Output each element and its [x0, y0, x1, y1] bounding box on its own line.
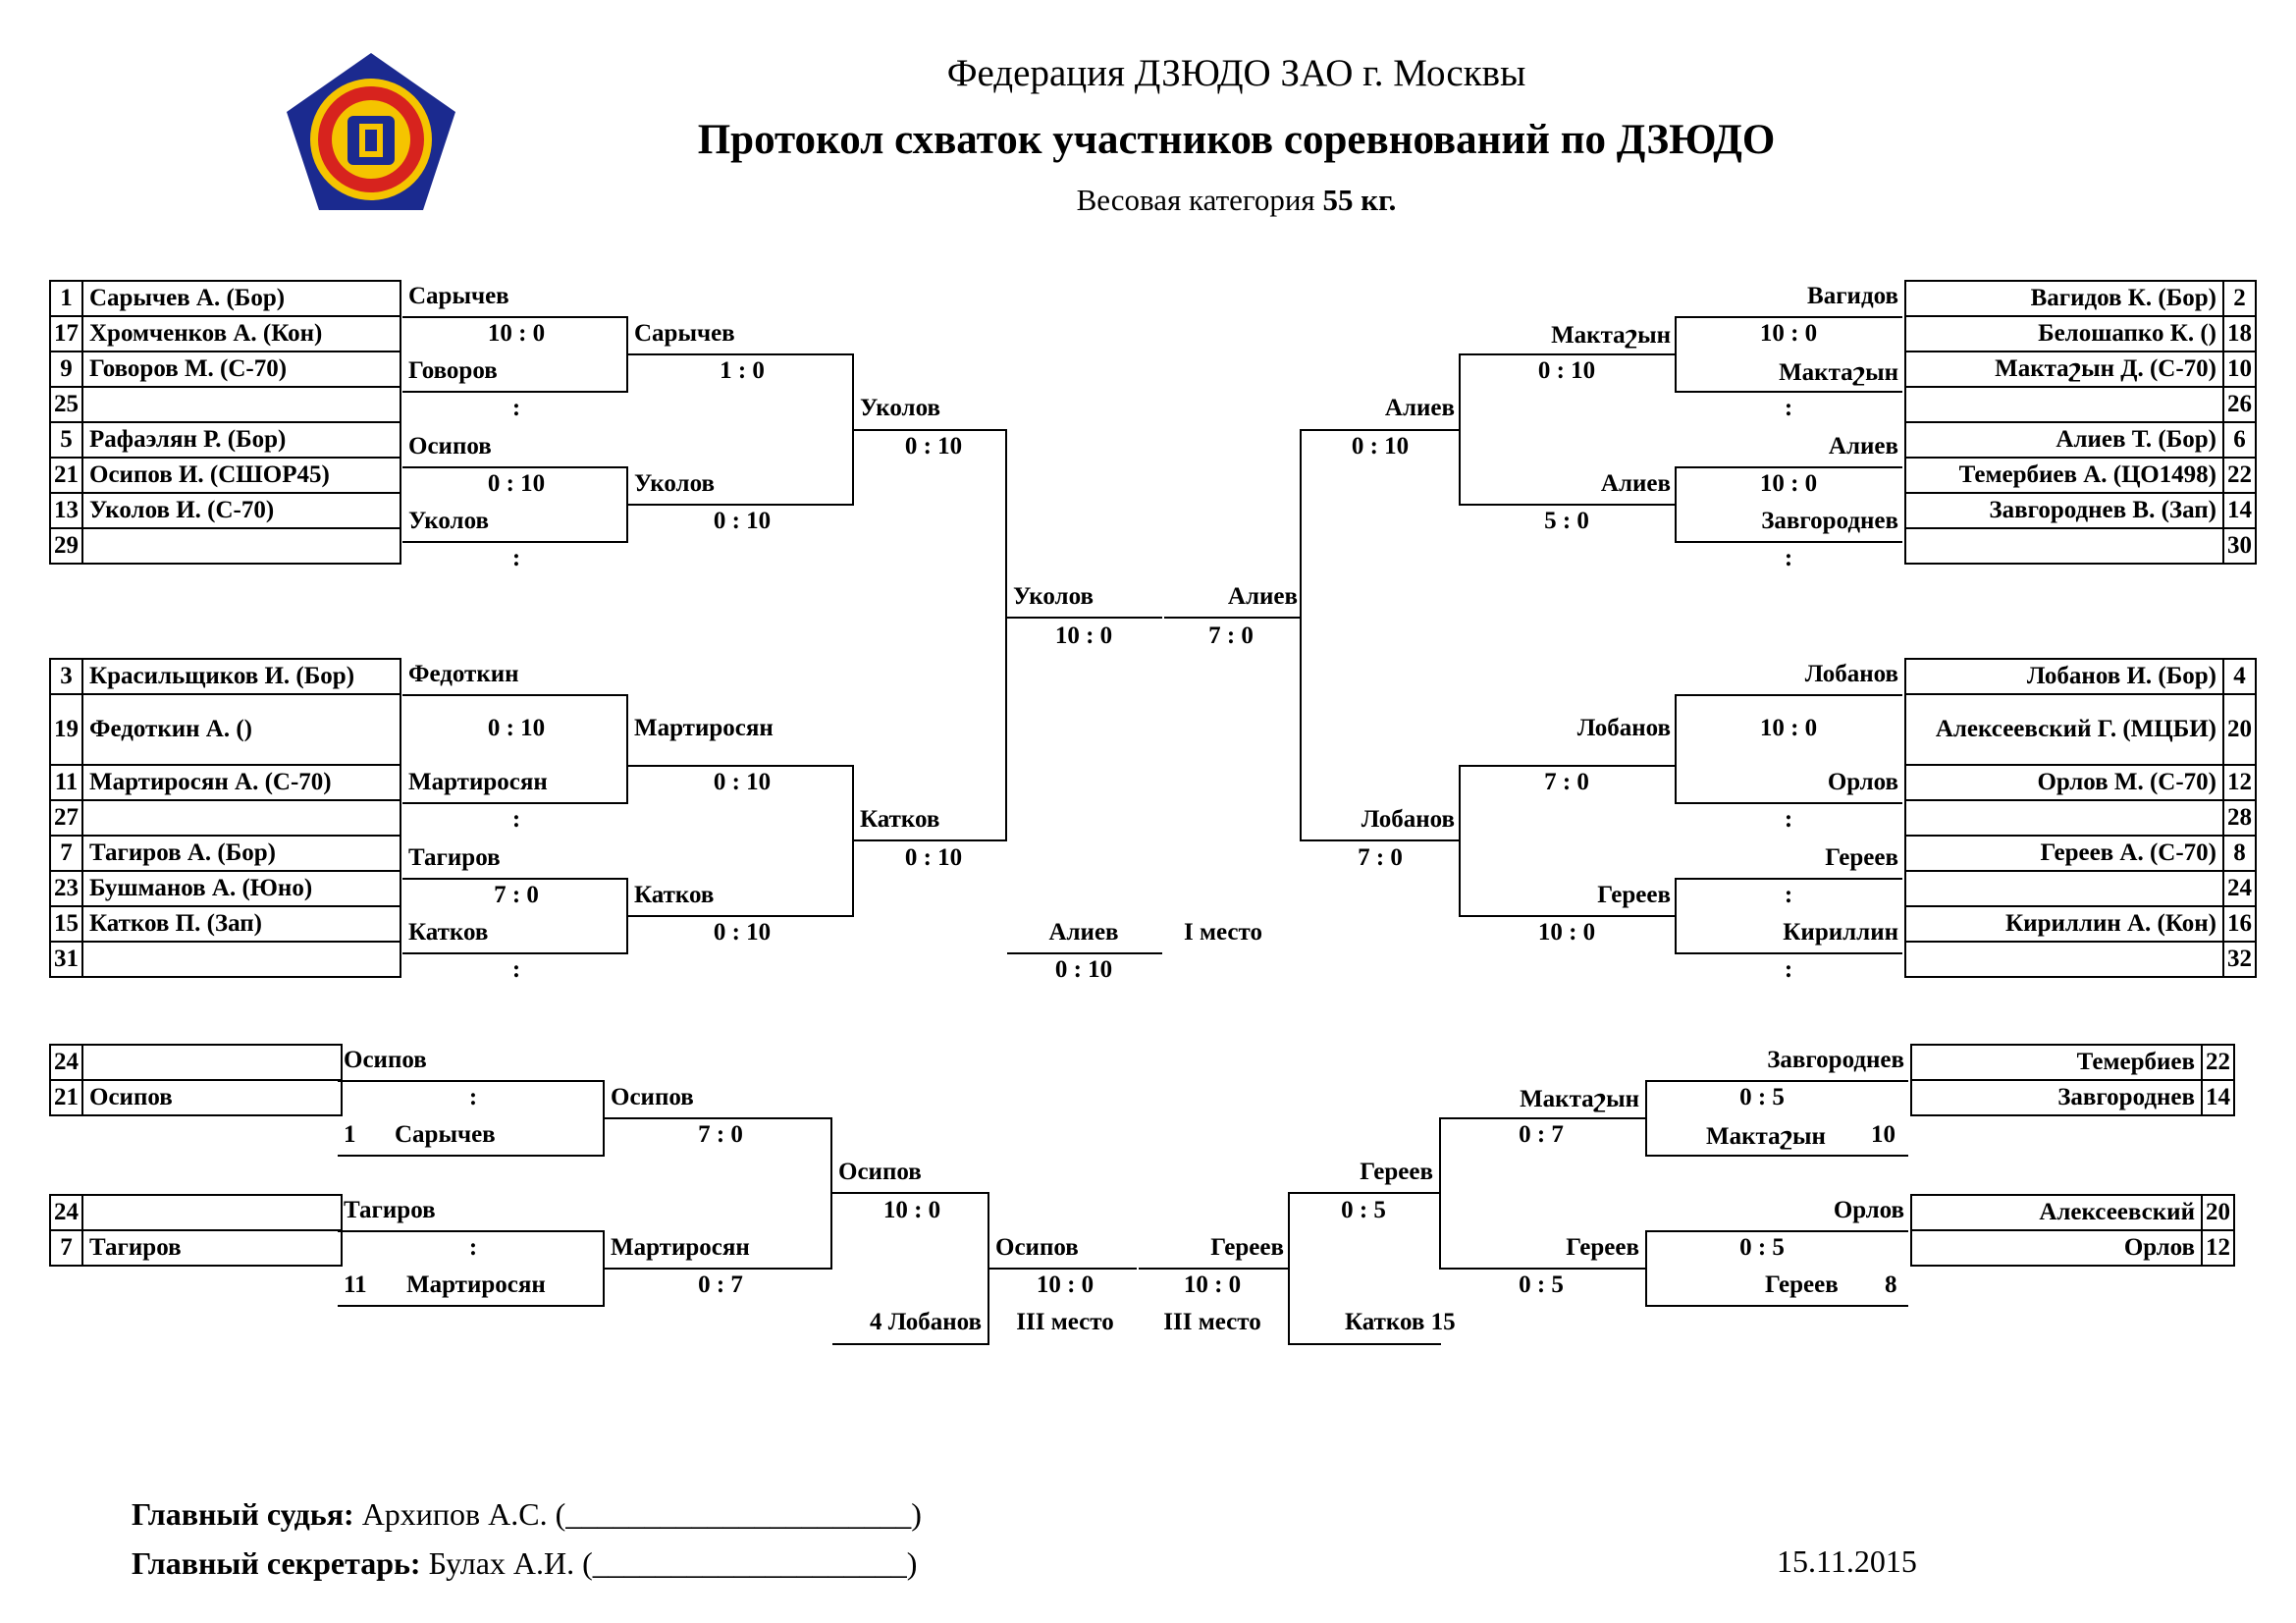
bracket-score: 10 : 0: [882, 1197, 941, 1223]
list-item: [50, 659, 400, 694]
athlete-name: Белошапко К. (): [1905, 316, 2223, 352]
bracket-score: :: [468, 1234, 478, 1261]
list-item: [50, 1195, 342, 1230]
draw-number: 4: [2223, 659, 2256, 694]
bracket-label: Алиев: [1828, 433, 1898, 460]
draw-number: 16: [2223, 906, 2256, 942]
bracket-line: [1675, 802, 1902, 804]
list-item: [1905, 352, 2256, 387]
athlete-name: Завгороднев В. (Зап): [1905, 493, 2223, 528]
list-item: [1911, 1045, 2234, 1080]
bracket-line: [1300, 839, 1459, 841]
bracket-line: [1675, 878, 1677, 954]
bracket-score: 10 : 0: [1537, 919, 1596, 946]
athlete-name: Хромченков А. (Кон): [82, 316, 400, 352]
semifinal-left-label: Уколов: [1013, 583, 1094, 610]
bracket-line: [402, 316, 628, 318]
athlete-name: Мактаշын Д. (С-70): [1905, 352, 2223, 387]
bracket-score: 10 : 0: [1759, 320, 1818, 347]
bracket-line: [402, 466, 628, 468]
bracket-score: 7 : 0: [1544, 769, 1589, 795]
athlete-name: Орлов: [1911, 1230, 2202, 1266]
draw-number: 28: [2223, 800, 2256, 836]
list-item: [50, 422, 400, 458]
athlete-name: [82, 1195, 342, 1230]
draw-number: 3: [50, 659, 82, 694]
bracket-line: [1459, 765, 1461, 917]
list-item: [1905, 871, 2256, 906]
draw-number: 24: [50, 1195, 82, 1230]
list-item: [50, 458, 400, 493]
draw-number: 13: [50, 493, 82, 528]
bracket-label: Мактаշын: [1779, 359, 1898, 386]
bracket-score: :: [1784, 806, 1793, 833]
bracket-score: 0 : 10: [713, 769, 772, 795]
athlete-name: Алиев Т. (Бор): [1905, 422, 2223, 458]
draw-number: 25: [50, 387, 82, 422]
bracket-line: [1300, 429, 1459, 431]
bracket-score: :: [511, 395, 521, 421]
list-item: [50, 694, 400, 765]
athlete-name: [82, 387, 400, 422]
list-item: [50, 942, 400, 977]
bracket-line: [338, 1080, 605, 1082]
bronze-score: 10 : 0: [1036, 1271, 1095, 1298]
bronze-winner-label: Гереев: [1210, 1234, 1284, 1261]
bracket-line: [1288, 1192, 1441, 1194]
bracket-line: [626, 694, 628, 804]
bracket-score: 0 : 10: [713, 919, 772, 946]
bracket-label: Сарычев: [634, 320, 735, 347]
chief-secretary: [132, 1545, 917, 1582]
list-item: [50, 281, 400, 316]
athlete-name: Мартиросян А. (С-70): [82, 765, 400, 800]
draw-number: 12: [2202, 1230, 2234, 1266]
draw-number: 20: [2202, 1195, 2234, 1230]
bracket-line: [402, 541, 628, 543]
bracket-line: [402, 802, 628, 804]
bracket-score: 0 : 10: [904, 844, 963, 871]
repechage-left-top-table: [49, 1044, 343, 1116]
bracket-line: [1675, 952, 1902, 954]
list-item: [1905, 493, 2256, 528]
bracket-line: [1459, 504, 1675, 506]
list-item: [1905, 316, 2256, 352]
athlete-name: Алексеевский Г. (МЦБИ): [1905, 694, 2223, 765]
draw-number: 26: [2223, 387, 2256, 422]
list-item: [1905, 765, 2256, 800]
list-item: [50, 800, 400, 836]
bracket-score: 0 : 10: [487, 470, 546, 497]
athlete-name: [1905, 387, 2223, 422]
bracket-score: 0 : 10: [1537, 357, 1596, 384]
bracket-line: [1288, 1343, 1441, 1345]
bracket-line: [628, 504, 854, 506]
athlete-name: Говоров М. (С-70): [82, 352, 400, 387]
athlete-name: Уколов И. (С-70): [82, 493, 400, 528]
athlete-name: [82, 528, 400, 564]
list-item: [1911, 1230, 2234, 1266]
draw-number: 20: [2223, 694, 2256, 765]
list-item: [50, 493, 400, 528]
bracket-score: 10 : 0: [1759, 715, 1818, 741]
weight-value: 55 кг.: [1322, 183, 1397, 217]
final-place-label: I место: [1184, 919, 1262, 946]
chief-judge: [132, 1496, 922, 1533]
bracket-label: Уколов: [408, 508, 489, 534]
bracket-score: :: [1784, 956, 1793, 983]
draw-number: 21: [50, 458, 82, 493]
bracket-line: [1645, 1080, 1908, 1082]
draw-number: 24: [2223, 871, 2256, 906]
federation-title: Федерация ДЗЮДО ЗАО г. Москвы: [946, 52, 1526, 94]
bracket-line: [338, 1155, 605, 1157]
bracket-label: Орлов: [1833, 1197, 1904, 1223]
list-item: [50, 1045, 342, 1080]
bracket-score: 10 : 0: [1759, 470, 1818, 497]
list-item: [1911, 1195, 2234, 1230]
draw-number: 12: [2223, 765, 2256, 800]
bracket-score: 7 : 0: [494, 882, 539, 908]
list-item: [1905, 694, 2256, 765]
draw-number: 7: [50, 836, 82, 871]
bracket-label: Алиев: [1600, 470, 1671, 497]
bracket-score: :: [468, 1084, 478, 1110]
bracket-line: [338, 1305, 605, 1307]
weight-category: [0, 183, 2296, 218]
list-item: [1905, 942, 2256, 977]
athlete-name: [82, 800, 400, 836]
bracket-label: Гереев: [1360, 1159, 1433, 1185]
bracket-line: [1300, 429, 1302, 841]
bracket-line: [1288, 1192, 1290, 1345]
waiting-name: Гереев: [1765, 1271, 1839, 1298]
bracket-line: [605, 1268, 832, 1270]
pool-a-table: [49, 280, 401, 565]
bracket-label: Алиев: [1384, 395, 1455, 421]
bracket-line: [1459, 765, 1675, 767]
draw-number: 2: [2223, 281, 2256, 316]
bracket-line: [605, 1117, 832, 1119]
bronze-place-label: III место: [1016, 1309, 1114, 1335]
list-item: [1905, 800, 2256, 836]
bracket-label: Катков: [860, 806, 940, 833]
bracket-line: [989, 1268, 1137, 1270]
bracket-line: [1645, 1230, 1908, 1232]
weight-label: Весовая категория: [1076, 183, 1315, 217]
semifinal-left-score: 10 : 0: [1054, 622, 1113, 649]
list-item: [50, 836, 400, 871]
bracket-score: :: [511, 545, 521, 571]
waiting-num: 8: [1885, 1271, 1897, 1298]
bronze-place-label: III место: [1163, 1309, 1261, 1335]
bracket-score: 0 : 5: [1739, 1234, 1785, 1261]
waiting-num: 10: [1871, 1121, 1896, 1148]
draw-number: 24: [50, 1045, 82, 1080]
athlete-name: Катков П. (Зап): [82, 906, 400, 942]
bracket-line: [1675, 694, 1902, 696]
pool-c-table: [1904, 280, 2257, 565]
athlete-name: Алексеевский: [1911, 1195, 2202, 1230]
bracket-score: 10 : 0: [487, 320, 546, 347]
draw-number: 30: [2223, 528, 2256, 564]
athlete-name: Орлов М. (С-70): [1905, 765, 2223, 800]
bracket-label: Осипов: [838, 1159, 922, 1185]
bronze-winner-label: Осипов: [995, 1234, 1079, 1261]
bracket-line: [854, 839, 1007, 841]
final-score: 0 : 10: [1054, 956, 1113, 983]
bracket-label: Орлов: [1827, 769, 1898, 795]
bracket-label: Лобанов: [1361, 806, 1455, 833]
bracket-line: [1459, 353, 1675, 355]
waiting-name: Мартиросян: [406, 1271, 546, 1298]
bracket-line: [338, 1230, 605, 1232]
list-item: [1905, 906, 2256, 942]
bracket-line: [1675, 316, 1677, 393]
list-item: [50, 906, 400, 942]
bracket-line: [1439, 1117, 1647, 1119]
bracket-label: Гереев: [1566, 1234, 1639, 1261]
list-item: [50, 316, 400, 352]
athlete-name: Кириллин А. (Кон): [1905, 906, 2223, 942]
list-item: [50, 528, 400, 564]
bracket-label: Уколов: [860, 395, 940, 421]
draw-number: 14: [2223, 493, 2256, 528]
list-item: [1905, 422, 2256, 458]
list-item: [50, 1080, 342, 1115]
bracket-line: [1164, 617, 1302, 619]
list-item: [50, 765, 400, 800]
bracket-label: Мартиросян: [634, 715, 774, 741]
bronze-opponent: 4 Лобанов: [869, 1309, 982, 1335]
bracket-label: Катков: [634, 882, 715, 908]
bracket-label: Завгороднев: [1767, 1047, 1904, 1073]
bracket-score: 1 : 0: [720, 357, 765, 384]
bracket-line: [402, 878, 628, 880]
bracket-line: [1645, 1305, 1908, 1307]
waiting-name: Мактаշын: [1706, 1123, 1826, 1150]
athlete-name: Сарычев А. (Бор): [82, 281, 400, 316]
semifinal-right-score: 7 : 0: [1208, 622, 1254, 649]
bracket-line: [628, 765, 854, 767]
waiting-num: 11: [344, 1271, 367, 1298]
draw-number: 5: [50, 422, 82, 458]
bracket-line: [1007, 617, 1162, 619]
bracket-line: [1459, 353, 1461, 506]
bracket-score: :: [1784, 545, 1793, 571]
bracket-score: 0 : 10: [904, 433, 963, 460]
list-item: [50, 352, 400, 387]
bracket-score: 0 : 10: [713, 508, 772, 534]
bracket-label: Вагидов: [1807, 283, 1898, 309]
athlete-name: Федоткин А. (): [82, 694, 400, 765]
bracket-label: Катков: [408, 919, 489, 946]
chief-judge-name: Архипов А.С. (______________________): [361, 1496, 922, 1532]
protocol-date: 15.11.2015: [1777, 1543, 1917, 1579]
bracket-label: Завгороднев: [1761, 508, 1898, 534]
bracket-label: Осипов: [611, 1084, 694, 1110]
bracket-label: Осипов: [344, 1047, 427, 1073]
bracket-score: :: [1784, 395, 1793, 421]
bracket-line: [1675, 466, 1902, 468]
bracket-score: 0 : 5: [1739, 1084, 1785, 1110]
athlete-name: [1905, 871, 2223, 906]
draw-number: 32: [2223, 942, 2256, 977]
draw-number: 18: [2223, 316, 2256, 352]
athlete-name: [1905, 942, 2223, 977]
bronze-score: 10 : 0: [1183, 1271, 1242, 1298]
page-title: Протокол схваток участников соревнований по ДЗЮДО: [697, 117, 1776, 163]
bracket-label: Уколов: [634, 470, 715, 497]
list-item: [1905, 659, 2256, 694]
draw-number: 19: [50, 694, 82, 765]
bracket-label: Федоткин: [408, 661, 519, 687]
bracket-line: [1675, 878, 1902, 880]
list-item: [50, 387, 400, 422]
list-item: [1905, 281, 2256, 316]
bracket-line: [1459, 915, 1675, 917]
athlete-name: Осипов И. (СШОР45): [82, 458, 400, 493]
bracket-label: Гереев: [1825, 844, 1898, 871]
bracket-label: Лобанов: [1804, 661, 1898, 687]
draw-number: 22: [2202, 1045, 2234, 1080]
draw-number: 17: [50, 316, 82, 352]
draw-number: 1: [50, 281, 82, 316]
bracket-score: 0 : 10: [1351, 433, 1410, 460]
athlete-name: Рафаэлян Р. (Бор): [82, 422, 400, 458]
bracket-score: 0 : 10: [487, 715, 546, 741]
bronze-opponent: Катков 15: [1345, 1309, 1456, 1335]
athlete-name: [82, 1045, 342, 1080]
athlete-name: Лобанов И. (Бор): [1905, 659, 2223, 694]
repechage-right-bottom-table: [1910, 1194, 2235, 1267]
list-item: [1905, 387, 2256, 422]
athlete-name: Красильщиков И. (Бор): [82, 659, 400, 694]
athlete-name: [82, 942, 400, 977]
bracket-score: 5 : 0: [1544, 508, 1589, 534]
bracket-line: [832, 1192, 989, 1194]
athlete-name: [1905, 528, 2223, 564]
bracket-line: [832, 1343, 989, 1345]
bracket-score: 0 : 5: [1341, 1197, 1386, 1223]
athlete-name: Тагиров А. (Бор): [82, 836, 400, 871]
bracket-line: [1675, 391, 1902, 393]
bracket-score: 0 : 7: [1519, 1121, 1564, 1148]
draw-number: 10: [2223, 352, 2256, 387]
bracket-label: Мартиросян: [611, 1234, 750, 1261]
list-item: [1911, 1080, 2234, 1115]
draw-number: 27: [50, 800, 82, 836]
draw-number: 11: [50, 765, 82, 800]
bracket-line: [1675, 541, 1902, 543]
bracket-line: [402, 694, 628, 696]
chief-judge-label: Главный судья:: [132, 1496, 354, 1532]
draw-number: 15: [50, 906, 82, 942]
chief-secretary-name: Булах А.И. (____________________): [428, 1545, 918, 1581]
bracket-label: Сарычев: [408, 283, 509, 309]
draw-number: 22: [2223, 458, 2256, 493]
bracket-label: Лобанов: [1576, 715, 1671, 741]
draw-number: 9: [50, 352, 82, 387]
athlete-name: [1905, 800, 2223, 836]
repechage-right-top-table: [1910, 1044, 2235, 1116]
bracket-score: :: [1784, 882, 1793, 908]
semifinal-right-label: Алиев: [1227, 583, 1298, 610]
bracket-label: Осипов: [408, 433, 492, 460]
draw-number: 23: [50, 871, 82, 906]
bracket-line: [402, 952, 628, 954]
athlete-name: Тагиров: [82, 1230, 342, 1266]
bracket-line: [1675, 694, 1677, 804]
list-item: [1905, 458, 2256, 493]
waiting-name: Сарычев: [395, 1121, 496, 1148]
bracket-line: [1139, 1268, 1288, 1270]
pool-d-table: [1904, 658, 2257, 978]
repechage-left-bottom-table: [49, 1194, 343, 1267]
bracket-label: Гереев: [1597, 882, 1671, 908]
athlete-name: Темербиев А. (ЦО1498): [1905, 458, 2223, 493]
bracket-line: [1675, 466, 1677, 543]
bracket-line: [1439, 1268, 1647, 1270]
bracket-line: [1007, 952, 1162, 954]
list-item: [1905, 528, 2256, 564]
bracket-line: [402, 391, 628, 393]
athlete-name: Осипов: [82, 1080, 342, 1115]
bracket-line: [628, 353, 854, 355]
athlete-name: Темербиев: [1911, 1045, 2202, 1080]
draw-number: 7: [50, 1230, 82, 1266]
bracket-label: Мартиросян: [408, 769, 548, 795]
bracket-score: 0 : 5: [1519, 1271, 1564, 1298]
list-item: [1905, 836, 2256, 871]
bracket-score: :: [511, 806, 521, 833]
bracket-line: [1645, 1155, 1908, 1157]
bracket-score: 7 : 0: [1358, 844, 1403, 871]
bracket-label: Говоров: [408, 357, 498, 384]
bracket-line: [854, 429, 1007, 431]
bracket-score: 7 : 0: [698, 1121, 743, 1148]
final-winner-label: Алиев: [1048, 919, 1119, 946]
draw-number: 21: [50, 1080, 82, 1115]
athlete-name: Вагидов К. (Бор): [1905, 281, 2223, 316]
bracket-label: Тагиров: [344, 1197, 436, 1223]
athlete-name: Бушманов А. (Юно): [82, 871, 400, 906]
waiting-num: 1: [344, 1121, 356, 1148]
draw-number: 6: [2223, 422, 2256, 458]
bracket-label: Мактаշын: [1551, 322, 1671, 349]
draw-number: 8: [2223, 836, 2256, 871]
bracket-score: 0 : 7: [698, 1271, 743, 1298]
bracket-label: Тагиров: [408, 844, 501, 871]
athlete-name: Завгороднев: [1911, 1080, 2202, 1115]
bracket-line: [628, 915, 854, 917]
pool-b-table: [49, 658, 401, 978]
chief-secretary-label: Главный секретарь:: [132, 1545, 421, 1581]
list-item: [50, 1230, 342, 1266]
list-item: [50, 871, 400, 906]
bracket-label: Мактаշын: [1520, 1086, 1639, 1112]
draw-number: 31: [50, 942, 82, 977]
draw-number: 29: [50, 528, 82, 564]
bracket-line: [1675, 316, 1902, 318]
bracket-score: :: [511, 956, 521, 983]
bracket-label: Кириллин: [1783, 919, 1898, 946]
athlete-name: Гереев А. (С-70): [1905, 836, 2223, 871]
draw-number: 14: [2202, 1080, 2234, 1115]
